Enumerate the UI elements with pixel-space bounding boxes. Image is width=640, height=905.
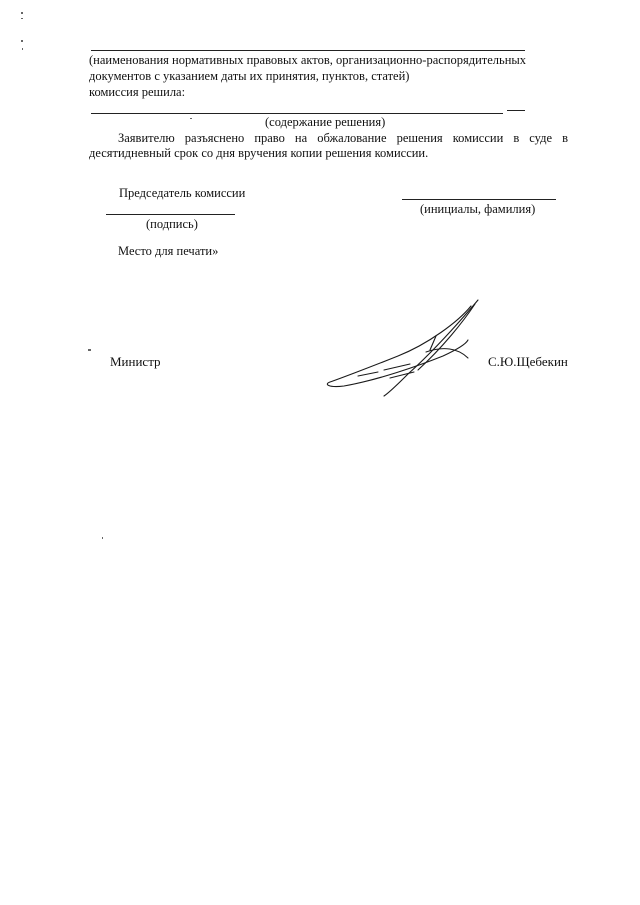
seal-place-label: Место для печати» (118, 244, 219, 258)
commission-decided-label: комиссия решила: (89, 85, 186, 99)
acts-caption-line1: (наименования нормативных правовых актов, организационно-распорядительных (89, 53, 527, 67)
appeal-paragraph-line1 (89, 130, 568, 146)
decision-line-end (507, 110, 525, 111)
appeal-paragraph-text1: Заявителю разъяснено право на обжалование решения комиссии в суде в (118, 131, 568, 145)
signature-line (106, 214, 235, 215)
appeal-paragraph-line2: десятидневный срок со дня вручения копии решения комиссии. (89, 146, 429, 160)
chairman-label: Председатель комиссии (119, 186, 246, 200)
scan-speck (102, 537, 103, 539)
handwritten-signature (318, 292, 508, 402)
position-title: Министр (110, 354, 161, 369)
decision-caption: (содержание решения) (265, 115, 386, 129)
decision-line (91, 113, 503, 114)
scan-speck (22, 48, 23, 50)
signature-caption: (подпись) (146, 217, 198, 231)
scan-speck (190, 118, 192, 119)
scan-speck (21, 12, 23, 14)
scan-speck (88, 349, 91, 351)
scan-speck (21, 18, 23, 19)
acts-caption-line2: документов с указанием даты их принятия, пунктов, статей) (89, 69, 410, 83)
initials-caption: (инициалы, фамилия) (420, 202, 536, 216)
scan-speck (21, 40, 23, 42)
acts-line (91, 50, 525, 51)
initials-line (402, 199, 556, 200)
signatory-name: С.Ю.Щебекин (488, 354, 568, 369)
